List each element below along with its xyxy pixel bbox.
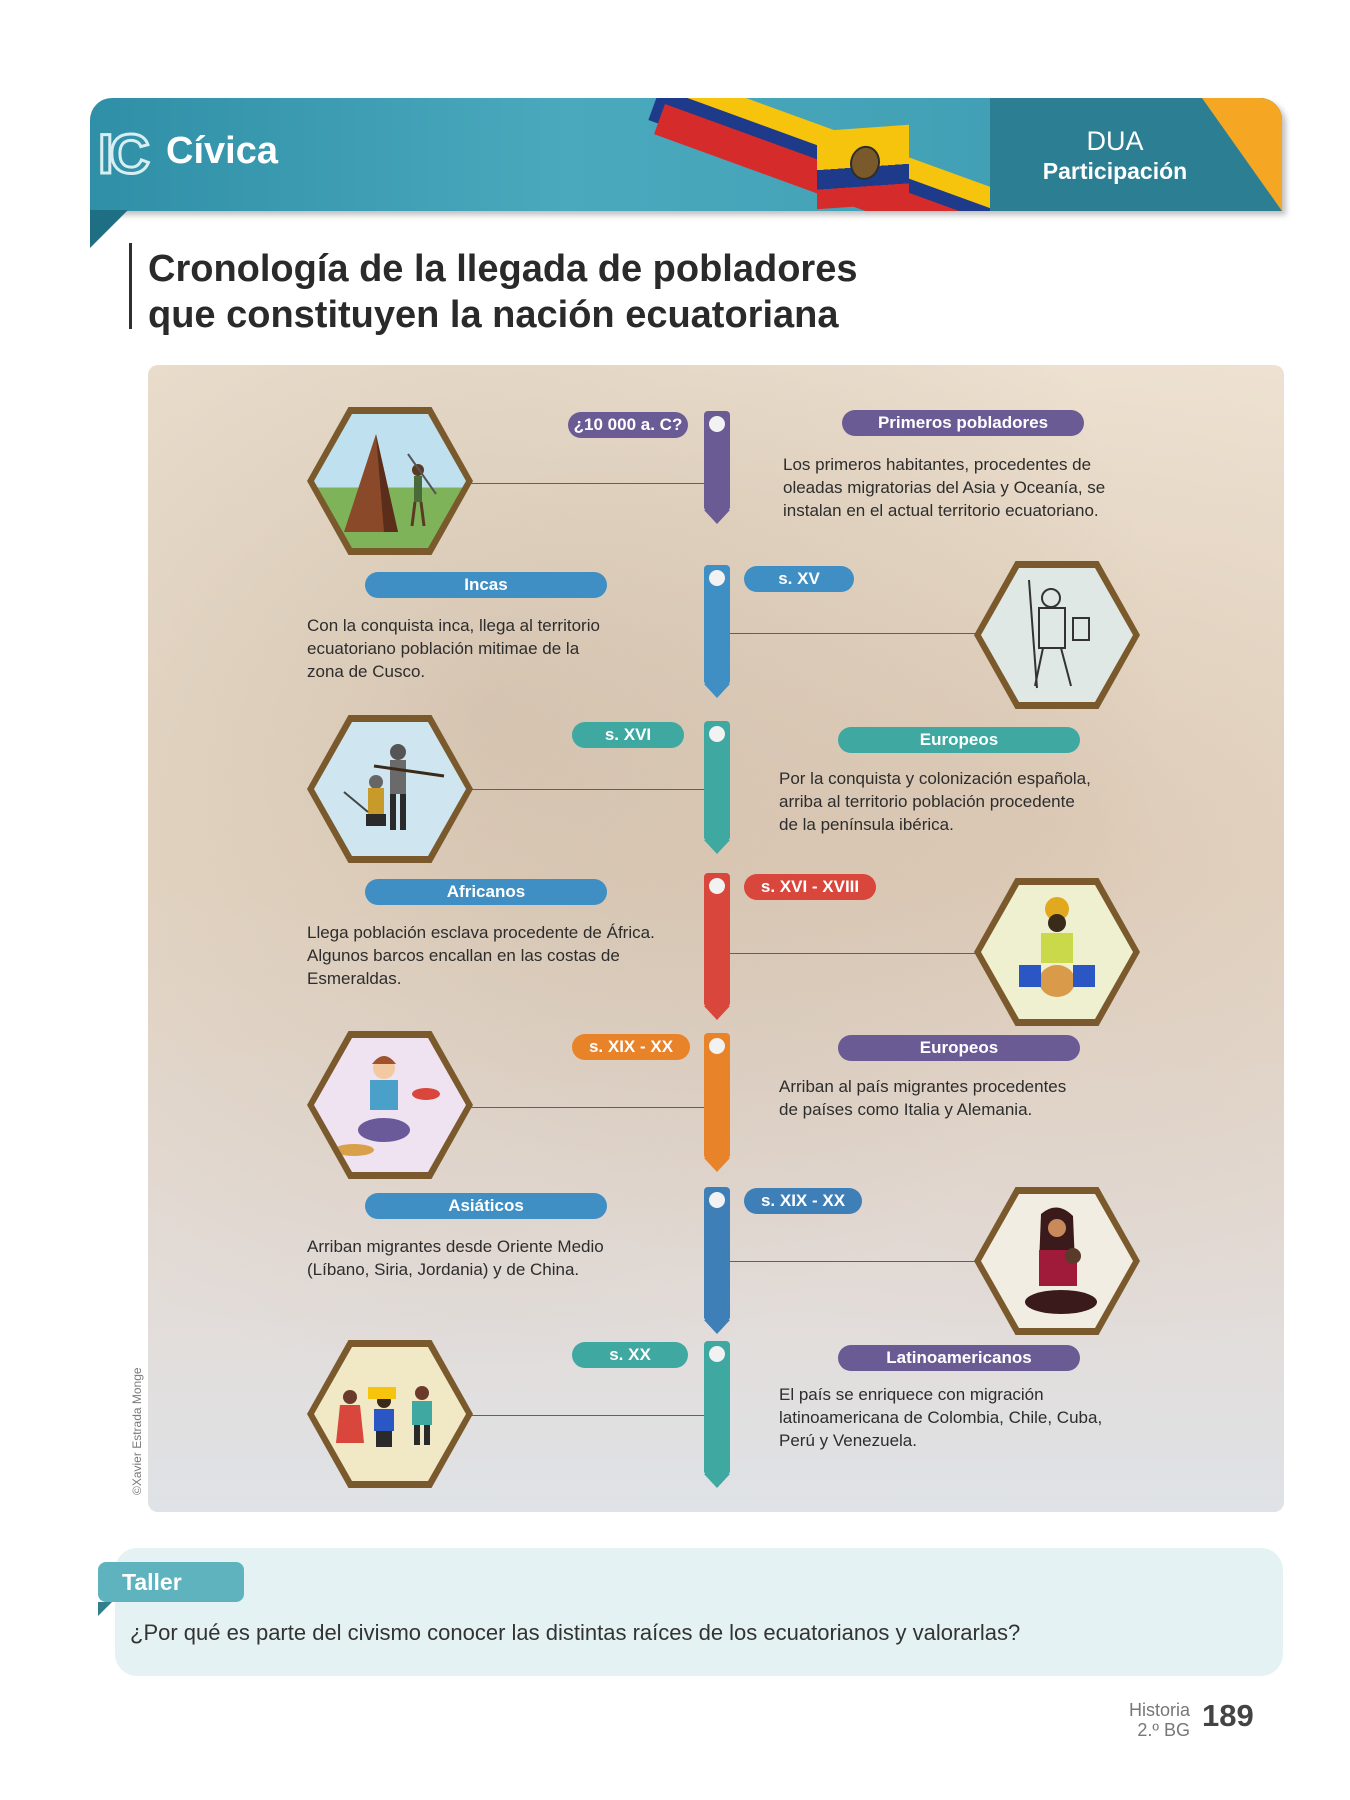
desc-line: Con la conquista inca, llega al territorio	[307, 616, 600, 635]
ecuador-flag-icon	[817, 125, 909, 209]
timeline-description	[779, 1383, 1102, 1452]
group-label: Asiáticos	[365, 1193, 607, 1219]
date-pill: s. XIX - XX	[744, 1188, 862, 1214]
desc-line: Por la conquista y colonización española,	[779, 769, 1091, 788]
timeline-knob	[704, 1033, 730, 1059]
desc-line: de países como Italia y Alemania.	[779, 1100, 1033, 1119]
coat-of-arms-icon	[850, 145, 880, 181]
page-title-line-2: que constituyen la nación ecuatoriana	[148, 294, 839, 336]
dua-subtitle: Participación	[1042, 158, 1188, 184]
connector-line	[718, 633, 996, 634]
taller-question: ¿Por qué es parte del civismo conocer las distintas raíces de los ecuatorianos y valorarlas?	[130, 1620, 1021, 1645]
dua-title: DUA	[1086, 126, 1144, 156]
hex-image	[307, 1031, 473, 1179]
date-pill: s. XX	[572, 1342, 688, 1368]
desc-line: arriba al territorio población procedente	[779, 792, 1075, 811]
timeline-knob	[704, 721, 730, 747]
date-pill: s. XVI - XVIII	[744, 874, 876, 900]
header-fold	[90, 210, 128, 248]
taller-fold	[98, 1602, 112, 1616]
timeline-knob	[704, 873, 730, 899]
hex-image	[307, 1340, 473, 1488]
group-label: Africanos	[365, 879, 607, 905]
desc-line: ecuatoriano población mitimae de la	[307, 639, 580, 658]
desc-line: latinoamericana de Colombia, Chile, Cuba,	[779, 1408, 1103, 1427]
connector-line	[718, 1261, 996, 1262]
page-title	[148, 246, 857, 338]
timeline-knob	[704, 1187, 730, 1213]
timeline-description	[779, 767, 1091, 836]
hex-image	[974, 878, 1140, 1026]
desc-line: El país se enriquece con migración	[779, 1385, 1044, 1404]
title-accent-bar	[129, 243, 132, 329]
desc-line: Los primeros habitantes, procedentes de	[783, 455, 1092, 474]
date-pill: s. XV	[744, 566, 854, 592]
hex-image	[974, 1187, 1140, 1335]
group-label: Europeos	[838, 1035, 1080, 1061]
timeline-description	[779, 1075, 1066, 1121]
desc-line: instalan en el actual territorio ecuatoriano.	[783, 501, 1099, 520]
desc-line: oleadas migratorias del Asia y Oceanía, se	[783, 478, 1106, 497]
group-label: Latinoamericanos	[838, 1345, 1080, 1371]
hex-image	[307, 407, 473, 555]
hex-image	[974, 561, 1140, 709]
desc-line: zona de Cusco.	[307, 662, 426, 681]
timeline-knob	[704, 411, 730, 437]
timeline-description	[783, 453, 1105, 522]
page-title-line-1: Cronología de la llegada de pobladores	[148, 248, 858, 290]
date-pill: s. XIX - XX	[572, 1034, 690, 1060]
desc-line: Esmeraldas.	[307, 969, 402, 988]
group-label: Incas	[365, 572, 607, 598]
group-label: Primeros pobladores	[842, 410, 1084, 436]
desc-line: Arriban migrantes desde Oriente Medio	[307, 1237, 604, 1256]
desc-line: (Líbano, Siria, Jordania) y de China.	[307, 1260, 580, 1279]
connector-line	[718, 953, 996, 954]
timeline-knob	[704, 565, 730, 591]
timeline-description	[307, 921, 655, 990]
image-credit: ©Xavier Estrada Monge	[130, 1367, 144, 1495]
date-pill: ¿10 000 a. C?	[568, 412, 688, 438]
taller-box	[115, 1548, 1283, 1676]
page-number: 189	[1202, 1698, 1254, 1733]
desc-line: Llega población esclava procedente de África.	[307, 923, 655, 942]
ic-logo: IC	[98, 122, 146, 185]
section-header	[90, 98, 1282, 211]
section-label: Cívica	[166, 130, 278, 172]
desc-line: Arriban al país migrantes procedentes	[779, 1077, 1067, 1096]
timeline-description	[307, 1235, 604, 1281]
footer-subject: Historia	[1128, 1700, 1190, 1720]
dua-corner	[1202, 98, 1282, 211]
date-pill: s. XVI	[572, 722, 684, 748]
timeline-description	[307, 614, 600, 683]
hex-image	[307, 715, 473, 863]
desc-line: Algunos barcos encallan en las costas de	[307, 946, 620, 965]
timeline-knob	[704, 1341, 730, 1367]
timeline-infographic	[148, 365, 1284, 1512]
desc-line: de la península ibérica.	[779, 815, 954, 834]
desc-line: Perú y Venezuela.	[779, 1431, 917, 1450]
group-label: Europeos	[838, 727, 1080, 753]
footer-grade: 2.º BG	[1137, 1720, 1190, 1740]
taller-label: Taller	[98, 1562, 244, 1602]
